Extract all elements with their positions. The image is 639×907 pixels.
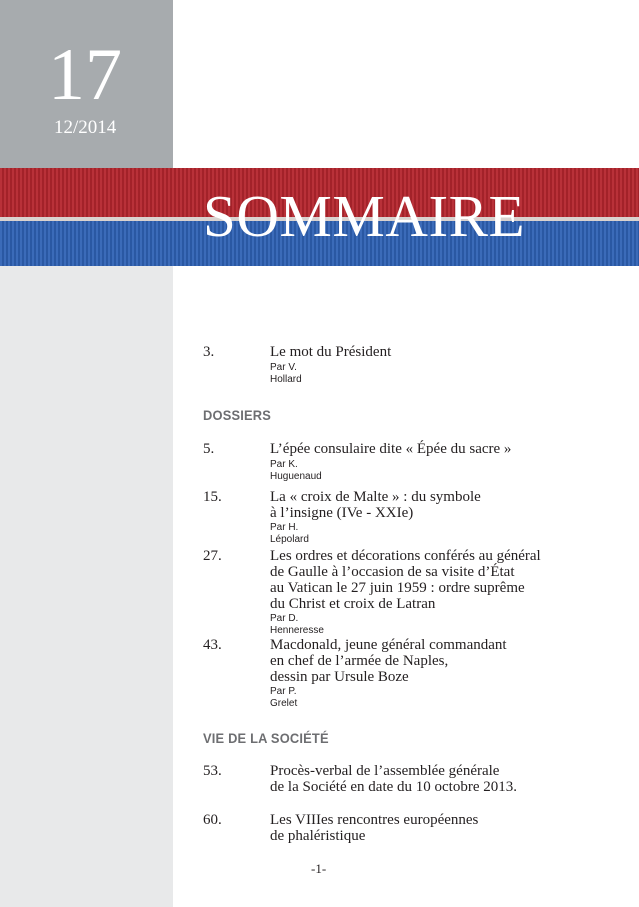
entry-page-number: 3.	[203, 344, 215, 360]
issue-box	[0, 0, 173, 168]
entry-page-number: 5.	[203, 441, 215, 457]
entry-author: Par H. Lépolard	[270, 522, 309, 545]
issue-number: 17	[48, 34, 122, 116]
entry-title: Les VIIIes rencontres européennes de phaléristique	[270, 812, 479, 844]
section-heading-vie-de-la-societe: VIE DE LA SOCIÉTÉ	[203, 730, 329, 746]
entry-author: Par D. Henneresse	[270, 613, 324, 636]
title-band	[0, 168, 639, 266]
entry-title: La « croix de Malte » : du symbole à l’insigne (IVe - XXIe)	[270, 489, 481, 521]
entry-title: Les ordres et décorations conférés au général de Gaulle à l’occasion de sa visite d’État au Vatican le 27 juin 1959 : ordre suprême du Christ et croix de Latran	[270, 548, 541, 612]
entry-title: L’épée consulaire dite « Épée du sacre »	[270, 441, 512, 457]
entry-title: Procès-verbal de l’assemblée générale de la Société en date du 10 octobre 2013.	[270, 763, 518, 795]
entry-page-number: 53.	[203, 763, 222, 779]
section-heading-dossiers: DOSSIERS	[203, 407, 272, 423]
entry-author: Par P. Grelet	[270, 686, 298, 709]
entry-page-number: 27.	[203, 548, 222, 564]
entry-page-number: 43.	[203, 637, 222, 653]
entry-author: Par K. Huguenaud	[270, 459, 322, 482]
entry-title: Macdonald, jeune général commandant en chef de l’armée de Naples, dessin par Ursule Boze	[270, 637, 507, 685]
page-title: SOMMAIRE	[203, 183, 525, 249]
entry-page-number: 15.	[203, 489, 222, 505]
entry-author: Par V. Hollard	[270, 362, 302, 385]
issue-date: 12/2014	[54, 117, 117, 138]
entry-title: Le mot du Président	[270, 344, 392, 360]
entry-page-number: 60.	[203, 812, 222, 828]
page-number: -1-	[311, 861, 327, 876]
